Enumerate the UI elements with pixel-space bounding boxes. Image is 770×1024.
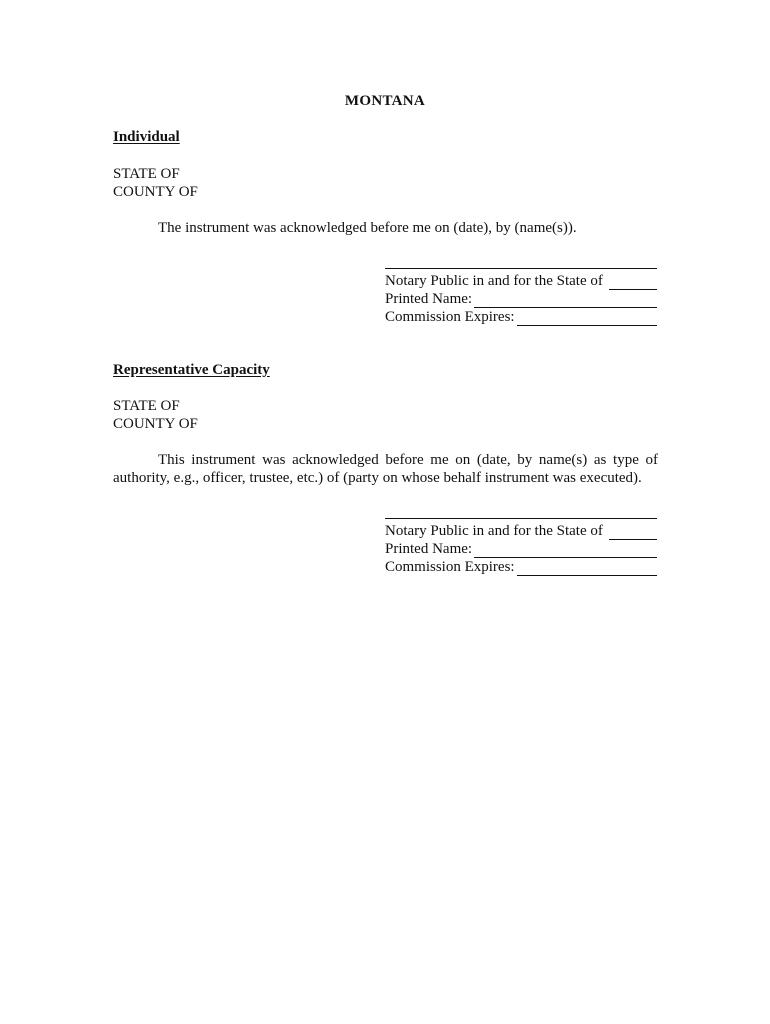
notary-signature-block <box>385 268 657 326</box>
notary-state-label: Notary Public in and for the State of <box>385 273 603 289</box>
commission-expires-field[interactable] <box>517 311 657 326</box>
signature-line[interactable] <box>385 268 657 269</box>
printed-name-label: Printed Name: <box>385 291 473 307</box>
commission-expires-row <box>385 308 657 326</box>
commission-expires-label: Commission Expires: <box>385 559 515 575</box>
commission-expires-label: Commission Expires: <box>385 309 515 325</box>
county-of-label: COUNTY OF <box>113 416 198 432</box>
acknowledgment-paragraph: The instrument was acknowledged before me on (date), by (name(s)). <box>158 220 577 236</box>
printed-name-label: Printed Name: <box>385 541 473 557</box>
notary-signature-block <box>385 518 657 576</box>
state-of-label: STATE OF <box>113 398 180 414</box>
notary-state-field[interactable] <box>609 525 657 540</box>
printed-name-row <box>385 540 657 558</box>
section-heading-representative-capacity: Representative Capacity <box>113 362 270 378</box>
notary-state-row <box>385 522 657 540</box>
commission-expires-row <box>385 558 657 576</box>
document-title: MONTANA <box>344 93 426 109</box>
notary-state-row <box>385 272 657 290</box>
notary-state-label: Notary Public in and for the State of <box>385 523 603 539</box>
section-heading-individual: Individual <box>113 129 180 145</box>
notary-state-field[interactable] <box>609 275 657 290</box>
commission-expires-field[interactable] <box>517 561 657 576</box>
state-of-label: STATE OF <box>113 166 180 182</box>
printed-name-row <box>385 290 657 308</box>
signature-line[interactable] <box>385 518 657 519</box>
acknowledgment-paragraph: This instrument was acknowledged before me on (date, by name(s) as type of authority, e.g., officer, trustee, etc.) of (party on whose behalf instrument was executed). <box>113 452 658 486</box>
printed-name-field[interactable] <box>474 293 657 308</box>
printed-name-field[interactable] <box>474 543 657 558</box>
county-of-label: COUNTY OF <box>113 184 198 200</box>
